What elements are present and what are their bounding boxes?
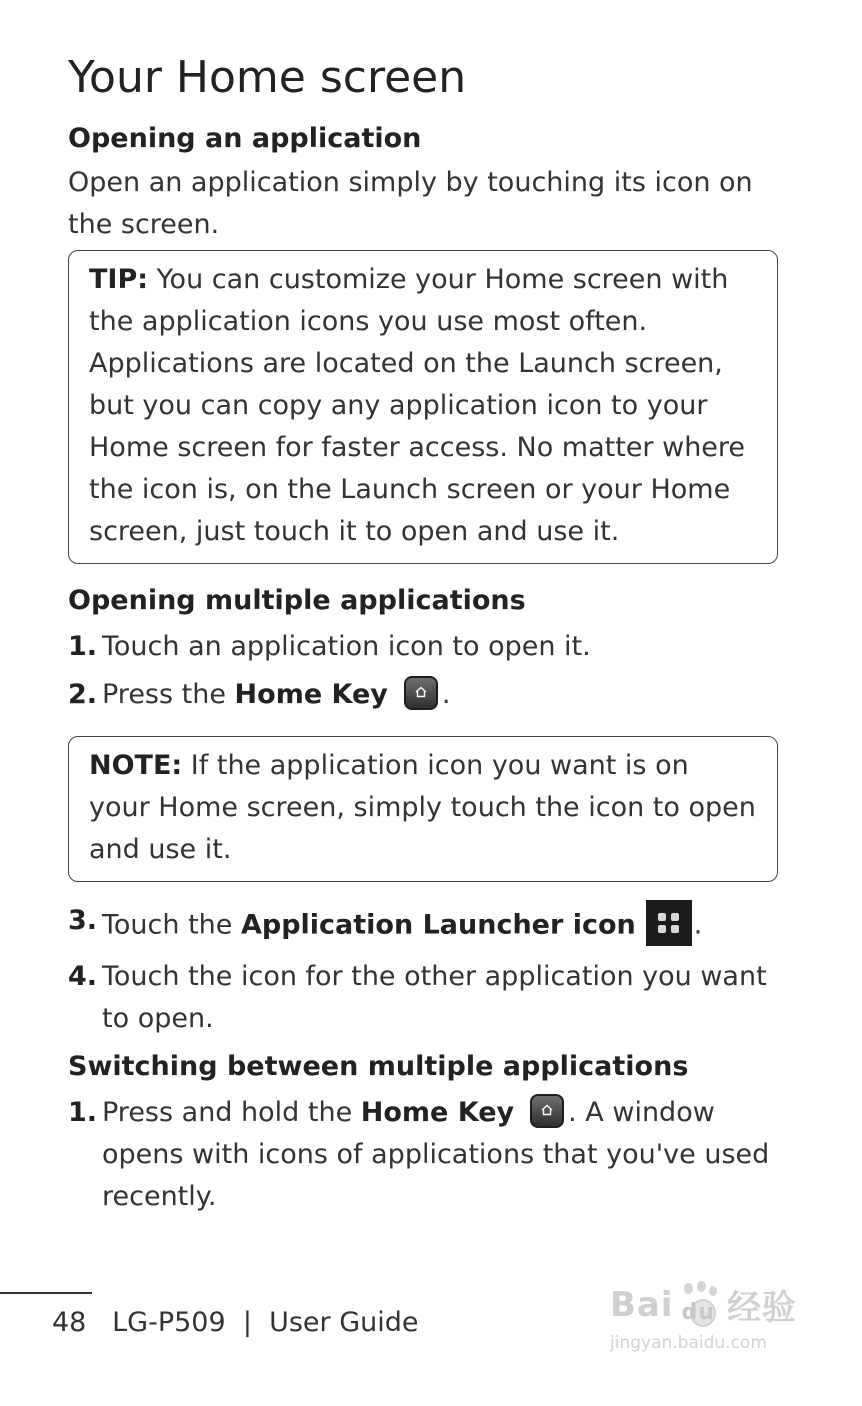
baidu-watermark [610, 1280, 810, 1370]
note-text: If the application icon you want is on your Home screen, simply touch the icon to open and use it. [89, 750, 756, 865]
step-text: Touch the [102, 909, 241, 941]
page-number: 48 [52, 1307, 87, 1338]
step-text: Touch an application icon to open it. [102, 631, 591, 662]
step-number: 1. [68, 631, 98, 662]
launcher-label: Application Launcher icon [240, 909, 636, 941]
step-number: 3. [68, 905, 98, 936]
list-item: 3. Touch the Application Launcher icon . [68, 900, 778, 952]
list-item [68, 626, 778, 668]
watermark-brand-right: 经验 [726, 1288, 797, 1328]
list-item: 1. Press and hold the Home Key . A window opens with icons of applications that you've used recently. [68, 1092, 778, 1218]
step-text: Press the [102, 679, 235, 710]
opening-paragraph: Open an application simply by touching its icon on the screen. [68, 167, 753, 240]
application-launcher-icon [646, 900, 692, 946]
footer-rule [0, 1292, 92, 1294]
home-key-label: Home Key [234, 679, 388, 710]
step-number: 4. [68, 961, 98, 992]
step-text: Press and hold the [102, 1097, 361, 1128]
home-key-icon [530, 1094, 564, 1128]
tip-text: You can customize your Home screen with the application icons you use most often. Applications are located on the Launch screen, but you can copy any application icon to your Home screen for faster access. No matter where the icon is, on the Launch screen or your Home screen, just touch it to open and use it. [89, 264, 746, 547]
section-heading-opening: Opening an application [68, 123, 422, 154]
list-item [68, 956, 778, 1040]
list-item: 2. Press the Home Key . [68, 674, 778, 716]
watermark-brand-mid: du [681, 1300, 715, 1325]
step-text: Touch the icon for the other application you want to open. [102, 961, 767, 1034]
model-name: LG-P509 [112, 1307, 226, 1338]
watermark-brand-left: Bai [610, 1284, 674, 1325]
section-heading-multiple: Opening multiple applications [68, 585, 526, 616]
step-number: 1. [68, 1097, 98, 1128]
page-footer [52, 1302, 419, 1344]
home-key-icon [404, 676, 438, 710]
footer-separator: | [242, 1307, 252, 1338]
home-key-label: Home Key [360, 1097, 515, 1128]
page-content [68, 48, 778, 1218]
note-box [68, 736, 778, 882]
watermark-url: jingyan.baidu.com [610, 1333, 767, 1353]
section-heading-switching: Switching between multiple applications [68, 1051, 689, 1082]
watermark-logo [610, 1280, 810, 1329]
guide-label: User Guide [269, 1307, 419, 1338]
page-title: Your Home screen [68, 52, 467, 103]
step-number: 2. [68, 679, 98, 710]
tip-label: TIP: [89, 264, 149, 295]
tip-box [68, 250, 778, 564]
note-label: NOTE: [89, 750, 183, 781]
